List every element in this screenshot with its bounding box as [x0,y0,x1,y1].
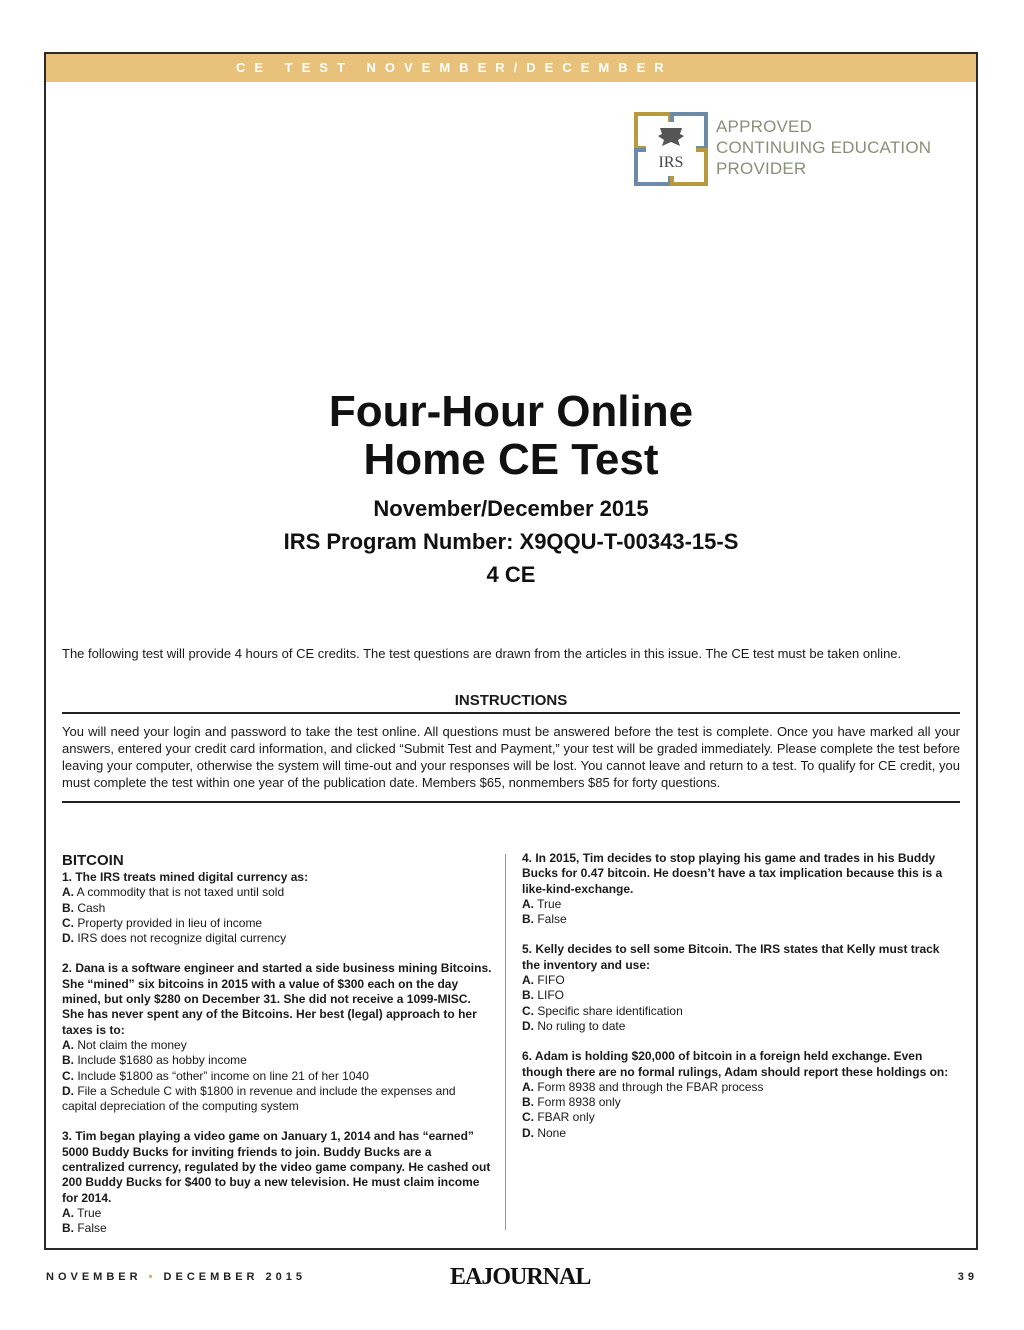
instructions-body: You will need your login and password to take the test online. All questions must be answered before the test is complete. Once you have marked all your answers, entered your credit card information, and clicked “Submit Test and Payment,” your test will be graded immediately. Please complete the test before leaving your computer, otherwise the system will time-out and your responses will be lost. You cannot leave and return to a test. To qualify for CE credit, you must complete the test within one year of the publication date. Members $65, nonmembers $85 for forty questions. [62,723,960,803]
test-date: November/December 2015 [373,496,649,521]
header-band: CE TEST NOVEMBER/DECEMBER [46,54,976,82]
logo-line: APPROVED [716,117,813,136]
answer-option[interactable]: A. A commodity that is not taxed until sold [62,885,285,900]
question [62,870,492,946]
program-number: IRS Program Number: X9QQU-T-00343-15-S [283,529,739,554]
title-line-2: Home CE Test [363,435,659,484]
question-text: 5. Kelly decides to sell some Bitcoin. The IRS states that Kelly must track the inventory and use: [522,942,940,972]
answer-option[interactable]: D. IRS does not recognize digital currency [62,931,287,946]
answer-option[interactable]: A. Not claim the money [62,1037,187,1052]
question [62,1129,492,1236]
answer-option[interactable]: B. False [522,912,567,927]
answer-option[interactable]: A. True [522,896,562,911]
questions-right-column [522,851,952,1156]
answer-option[interactable]: B. Form 8938 only [522,1095,621,1110]
ce-credits: 4 CE [486,562,536,587]
question [522,942,952,1034]
page-number: 39 [957,1271,978,1283]
question-text: 3. Tim began playing a video game on January 1, 2014 and has “earned” 5000 Buddy Bucks for inviting friends to join. Buddy Bucks are a centralized currency, regulated by the video game company. He cashed out 200 Buddy Bucks for $400 to buy a new television. He must claim income for 2014. [62,1129,491,1205]
irs-eagle-icon [634,112,708,186]
page-frame [44,52,978,1250]
ea-journal-logo: EAJOURNAL [450,1264,591,1290]
logo-line: PROVIDER [716,159,807,178]
answer-option[interactable]: D. None [522,1125,567,1140]
answer-option[interactable]: A. Form 8938 and through the FBAR process [522,1079,764,1094]
answer-option[interactable]: D. No ruling to date [522,1018,626,1033]
irs-approved-logo [634,110,954,186]
answer-option[interactable]: B. LIFO [522,988,565,1003]
question-text: 4. In 2015, Tim decides to stop playing his game and trades in his Buddy Bucks for 0.47 bitcoin. He doesn’t have a tax implication because this is a like-kind-exchange. [522,851,943,896]
svg-text:IRS: IRS [658,154,684,171]
intro-paragraph: The following test will provide 4 hours of CE credits. The test questions are drawn from the articles in this issue. The CE test must be taken online. [62,646,902,661]
footer-issue-date: NOVEMBER • DECEMBER 2015 [46,1271,307,1283]
answer-option[interactable]: A. True [62,1205,102,1220]
question-text: 2. Dana is a software engineer and started a side business mining Bitcoins. She “mined” six bitcoins in 2015 with a value of $300 each on the day mined, but only $280 on December 31. She did not receive a 1099-MISC. She has never spent any of the Bitcoins. Her best (legal) approach to her taxes is to: [62,961,492,1037]
title-line-1: Four-Hour Online [328,387,694,436]
question [522,851,952,927]
answer-option[interactable]: D. File a Schedule C with $1800 in revenue and include the expenses and capital depreciation of the computing system [62,1083,456,1114]
question [522,1049,952,1141]
question-text: 1. The IRS treats mined digital currency as: [62,870,309,884]
question-text: 6. Adam is holding $20,000 of bitcoin in a foreign held exchange. Even though there are no formal rulings, Adam should report these holdings on: [522,1049,949,1079]
questions-left-column [62,852,492,1252]
answer-option[interactable]: B. Include $1680 as hobby income [62,1053,247,1068]
column-divider [505,854,506,1230]
section-title: BITCOIN [62,852,124,869]
answer-option[interactable]: C. Include $1800 as “other” income on line 21 of her 1040 [62,1068,369,1083]
answer-option[interactable]: A. FIFO [522,973,565,988]
logo-caption [716,116,931,179]
question [62,961,492,1114]
footer-separator-icon: • [148,1271,157,1283]
answer-option[interactable]: C. FBAR only [522,1110,595,1125]
answer-option[interactable]: C. Property provided in lieu of income [62,915,263,930]
answer-option[interactable]: B. False [62,1221,107,1236]
answer-option[interactable]: C. Specific share identification [522,1003,683,1018]
page-footer [0,1262,1024,1292]
instructions-heading: INSTRUCTIONS [62,692,960,714]
answer-option[interactable]: B. Cash [62,900,106,915]
title-block [46,388,976,591]
logo-line: CONTINUING EDUCATION [716,138,932,157]
